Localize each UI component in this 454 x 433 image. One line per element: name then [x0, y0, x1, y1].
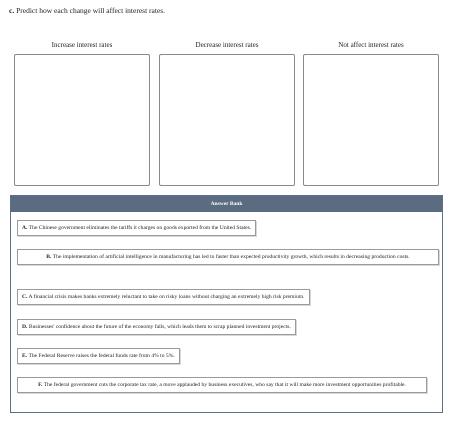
answer-bank [10, 195, 443, 413]
item-letter: B. [46, 254, 52, 260]
column-header-not-affect: Not affect interest rates [338, 41, 404, 49]
question-text: Predict how each change will affect interest rates. [16, 6, 166, 15]
column-header-decrease: Decrease interest rates [195, 41, 259, 49]
column-header-increase: Increase interest rates [51, 41, 113, 49]
item-text: Businesses' confidence about the future of the economy falls, which leads them to scrap planned investment projects. [28, 324, 291, 330]
drop-zone-decrease[interactable] [159, 54, 295, 186]
item-letter: C. [22, 294, 28, 300]
answer-item-a[interactable] [17, 220, 256, 236]
item-text: The Federal Reserve raises the federal funds rate from 4% to 5%. [28, 353, 175, 359]
item-letter: D. [22, 324, 28, 330]
item-text: The federal government cuts the corporate tax rate, a move applauded by business executives, who say that it will make more investment opportunities profitable. [43, 382, 406, 388]
item-letter: A. [22, 225, 28, 231]
answer-item-c[interactable] [17, 289, 310, 305]
item-text: A financial crisis makes banks extremely reluctant to take on risky loans without charging an extremely high risk premium. [28, 294, 305, 300]
answer-item-e[interactable] [17, 348, 180, 364]
drop-zone-increase[interactable] [14, 54, 150, 186]
item-letter: F. [38, 382, 43, 388]
answer-item-f[interactable] [17, 377, 427, 393]
item-letter: E. [22, 353, 28, 359]
item-text: The implementation of artificial intelligence in manufacturing has led to faster than expected productivity growth, which results in decreasing production costs. [52, 254, 410, 260]
question-letter: c. [9, 6, 15, 15]
answer-bank-title: Answer Bank [11, 196, 442, 212]
question-prompt [9, 6, 165, 15]
item-text: The Chinese government eliminates the tariffs it charges on goods exported from the United States. [28, 225, 252, 231]
answer-item-d[interactable] [17, 319, 296, 335]
drop-zone-not-affect[interactable] [303, 54, 439, 186]
answer-item-b[interactable] [17, 249, 439, 265]
